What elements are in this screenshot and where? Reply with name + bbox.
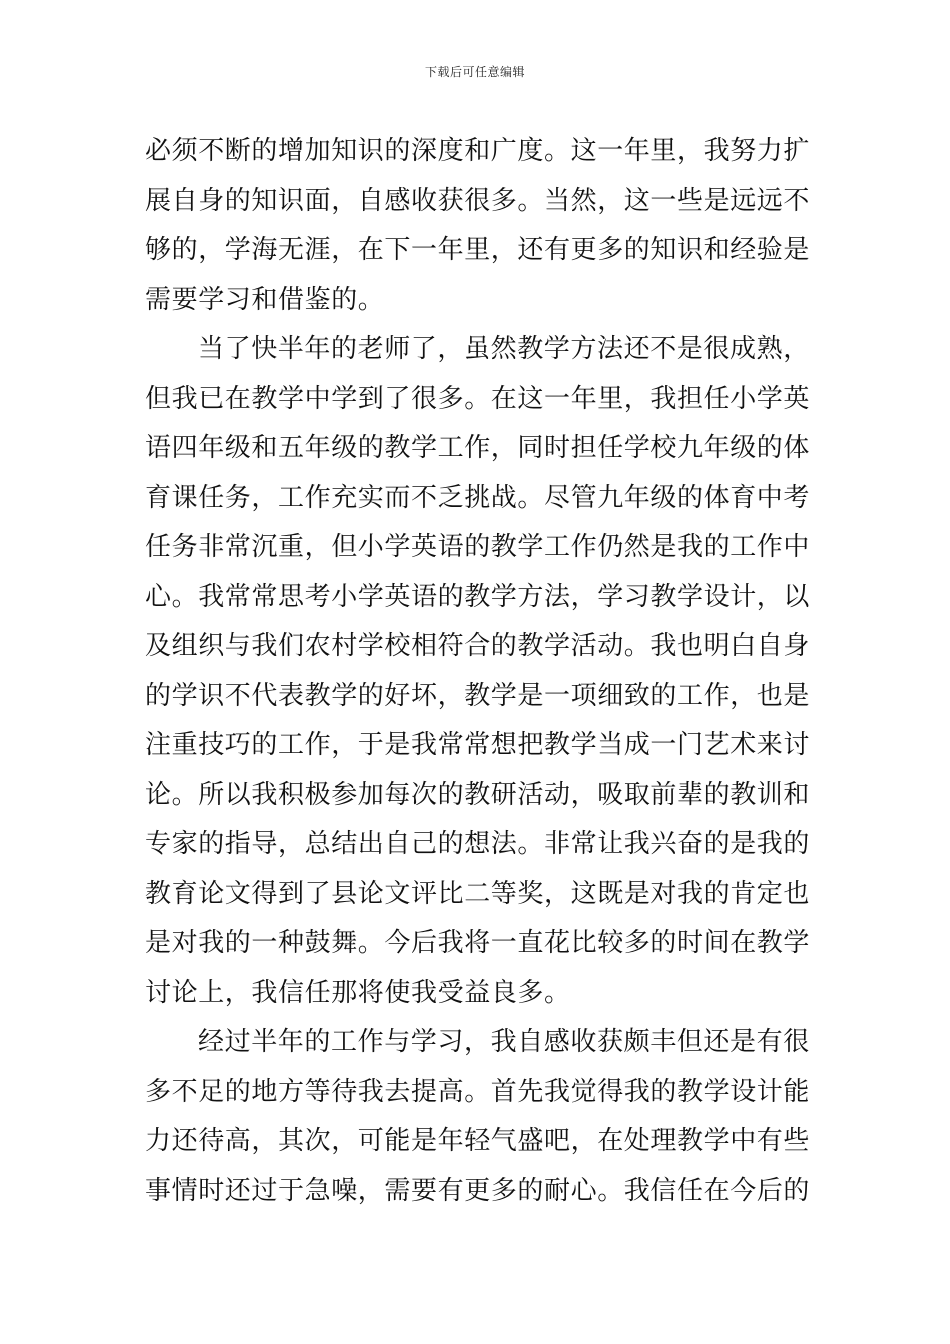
- text-line-first: 经过半年的工作与学习，我自感收获颇丰但还是有很: [198, 1027, 810, 1057]
- text-line: 教育论文得到了县论文评比二等奖，这既是对我的肯定也: [145, 878, 811, 909]
- text-line: 及组织与我们农村学校相符合的教学活动。我也明白自身: [145, 631, 811, 661]
- text-line: 力还待高，其次，可能是年轻气盛吧，在处理教学中有些: [145, 1126, 811, 1156]
- text-line: 多不足的地方等待我去提高。首先我觉得我的教学设计能: [145, 1076, 811, 1107]
- text-line-first: 当了快半年的老师了，虽然教学方法还不是很成熟，: [198, 334, 810, 364]
- paragraph-2: [145, 325, 811, 1018]
- text-line: 事情时还过于急噪，需要有更多的耐心。我信任在今后的: [145, 1175, 811, 1206]
- text-line: 专家的指导，总结出自己的想法。非常让我兴奋的是我的: [145, 829, 811, 859]
- text-line: 心。我常常思考小学英语的教学方法，学习教学设计，以: [145, 581, 811, 612]
- text-line: 够的，学海无涯，在下一年里，还有更多的知识和经验是: [145, 235, 811, 265]
- text-line: 但我已在教学中学到了很多。在这一年里，我担任小学英: [145, 383, 811, 414]
- document-body: [145, 127, 811, 1216]
- text-line: 必须不断的增加知识的深度和广度。这一年里，我努力扩: [145, 136, 811, 166]
- text-line: 讨论上，我信任那将使我受益良多。: [145, 977, 571, 1008]
- paragraph-1: [145, 127, 811, 325]
- paragraph-3: [145, 1018, 811, 1216]
- text-line: 语四年级和五年级的教学工作，同时担任学校九年级的体: [145, 433, 811, 463]
- text-line: 需要学习和借鉴的。: [145, 284, 385, 315]
- text-line: 的学识不代表教学的好坏，教学是一项细致的工作，也是: [145, 680, 811, 711]
- text-line: 展自身的知识面，自感收获很多。当然，这一些是远远不: [145, 185, 811, 216]
- text-line: 任务非常沉重，但小学英语的教学工作仍然是我的工作中: [145, 532, 811, 562]
- text-line: 育课任务，工作充实而不乏挑战。尽管九年级的体育中考: [145, 482, 811, 513]
- page-header: 下载后可任意编辑: [424, 65, 525, 79]
- text-line: 论。所以我积极参加每次的教研活动，吸取前辈的教训和: [145, 779, 811, 810]
- text-line: 是对我的一种鼓舞。今后我将一直花比较多的时间在教学: [145, 928, 811, 958]
- text-line: 注重技巧的工作，于是我常常想把教学当成一门艺术来讨: [145, 730, 811, 760]
